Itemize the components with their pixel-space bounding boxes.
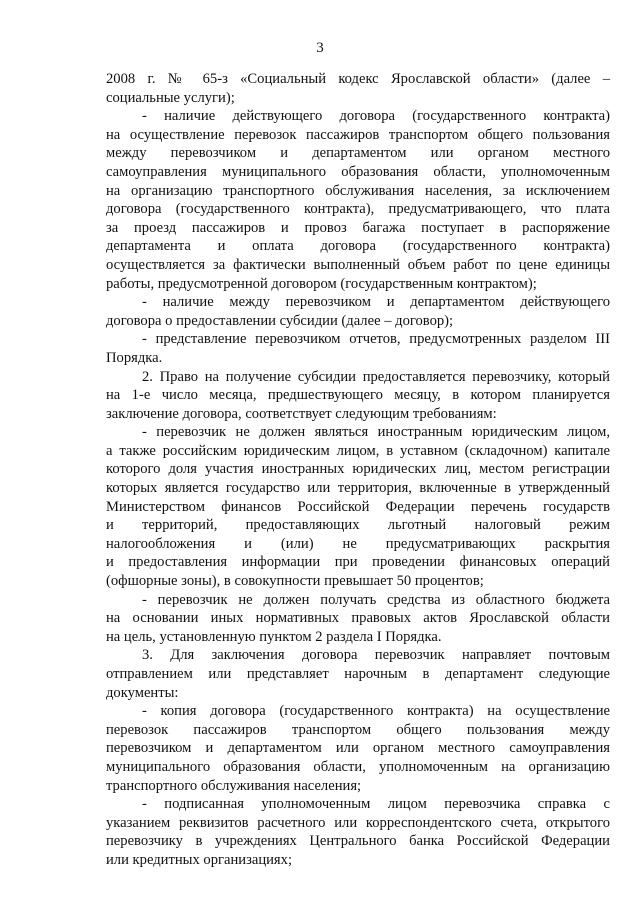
text-line: муниципального образования области, уполномоченным на организацию — [106, 758, 610, 775]
text-line: 3. Для заключения договора перевозчик направляет почтовым — [142, 647, 610, 664]
text-line: - наличие действующего договора (государственного контракта) — [142, 108, 610, 125]
text-line: Министерством финансов Российской Федерации перечень государств — [106, 498, 610, 515]
text-line: - перевозчик не должен являться иностранным юридическим лицом, — [142, 424, 610, 441]
text-line: социальные услуги); — [106, 89, 235, 106]
text-line: транспортного обслуживания населения; — [106, 777, 362, 794]
text-line: осуществляется за фактически выполненный объем работ по цене единицы — [106, 256, 610, 273]
text-line: - перевозчик не должен получать средства из областного бюджета — [142, 591, 610, 608]
text-line: на организацию транспортного обслуживания населения, за исключением — [106, 182, 610, 199]
text-line: перевозчику в учреждениях Центрального банка Российской Федерации — [106, 833, 610, 850]
text-line: на 1-е число месяца, предшествующего месяцу, в котором планируется — [106, 387, 610, 404]
text-line: (офшорные зоны), в совокупности превышает 50 процентов; — [106, 573, 484, 590]
text-line: между перевозчиком и департаментом или органом местного — [106, 145, 610, 162]
text-line: перевозчиком и департаментом или органом местного самоуправления — [106, 740, 610, 757]
text-line: документы: — [106, 684, 179, 701]
text-line: на основании иных нормативных правовых актов Ярославской области — [106, 610, 610, 627]
text-line: договора о предоставлении субсидии (далее – договор); — [106, 312, 454, 329]
text-line: которого доля участия иностранных юридических лиц, местом регистрации — [106, 461, 610, 478]
text-line: и территорий, предоставляющих льготный налоговый режим — [106, 517, 610, 534]
text-line: договора (государственного контракта), предусматривающего, что плата — [106, 201, 610, 218]
text-line: Порядка. — [106, 349, 163, 366]
text-line: - представление перевозчиком отчетов, предусмотренных разделом III — [142, 331, 610, 348]
text-line: департамента и оплата договора (государственного контракта) — [106, 238, 610, 255]
text-line: - наличие между перевозчиком и департаментом действующего — [142, 294, 610, 311]
text-line: отправлением или представляет нарочным в департамент следующие — [106, 666, 610, 682]
text-line: самоуправления муниципального образования области, уполномоченным — [106, 163, 610, 180]
text-line: а также российским юридическим лицом, в уставном (складочном) капитале — [106, 442, 610, 459]
text-line: указанием реквизитов расчетного или корреспондентского счета, открытого — [106, 814, 610, 831]
text-line: работы, предусмотренной договором (государственным контрактом); — [106, 275, 537, 292]
text-line: на осуществление перевозок пассажиров транспортом общего пользования — [106, 126, 610, 143]
text-line: 2008 г. № 65-з «Социальный кодекс Ярославской области» (далее – — [106, 71, 610, 87]
text-line: заключение договора, соответствует следующим требованиям: — [106, 405, 497, 422]
text-line: перевозок пассажиров транспортом общего пользования между — [106, 721, 610, 738]
text-line: - подписанная уполномоченным лицом перевозчика справка с — [142, 796, 610, 813]
document-body — [106, 70, 610, 870]
text-line: - копия договора (государственного контракта) на осуществление — [142, 703, 610, 720]
text-line: и предоставления информации при проведении финансовых операций — [106, 554, 610, 571]
page-number: 3 — [316, 40, 324, 56]
text-line: 2. Право на получение субсидии предоставляется перевозчику, который — [142, 368, 610, 385]
text-line: за проезд пассажиров и провоз багажа поступает в распоряжение — [106, 219, 610, 236]
text-line: или кредитных организациях; — [106, 851, 292, 868]
text-line: на цель, установленную пунктом 2 раздела I Порядка. — [106, 628, 442, 645]
text-line: налогообложения и (или) не предусматривающих раскрытия — [106, 535, 610, 552]
text-line: которых является государство или территория, включенные в утвержденный — [106, 480, 610, 497]
